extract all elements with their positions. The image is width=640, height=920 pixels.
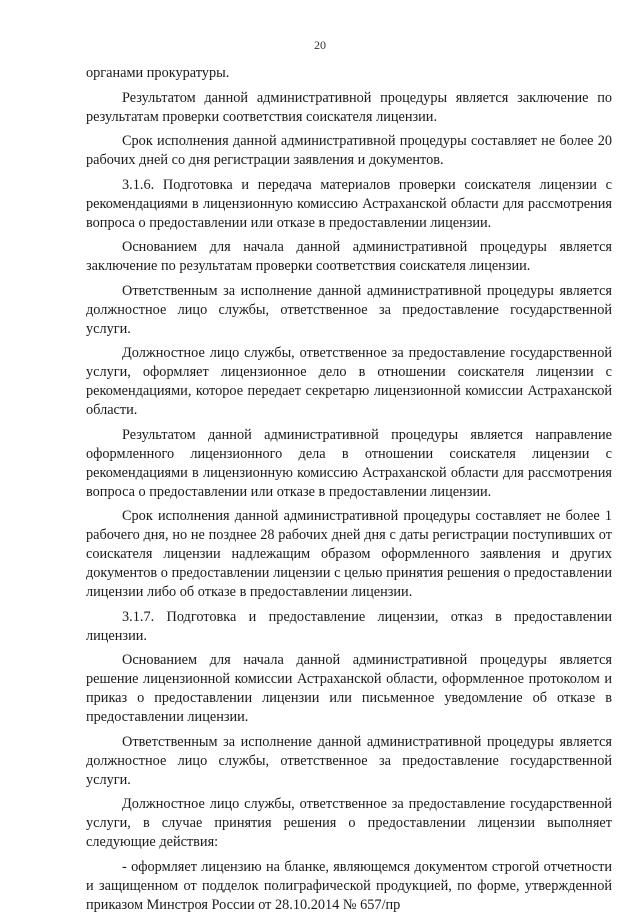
paragraph: Должностное лицо службы, ответственное за предоставление государственной услуги, оформляет лицензионное дело в отношении соискателя лицензии с рекомендациями, которое передает секретарю лицензионной комиссии Астраханской области.	[86, 345, 612, 418]
paragraph: органами прокуратуры.	[86, 65, 230, 81]
paragraph: Должностное лицо службы, ответственное за предоставление государственной услуги, в случае принятия решения о предоставлении лицензии выполняет следующие действия:	[86, 796, 612, 850]
paragraph: Срок исполнения данной административной процедуры составляет не более 20 рабочих дней со дня регистрации заявления и документов.	[86, 133, 612, 168]
list-item: - оформляет лицензию на бланке, являющемся документом строгой отчетности и защищенном от подделок полиграфической продукцией, по форме, утвержденной приказом Минстроя России от 28.10.2014 № 657/пр	[86, 858, 612, 913]
paragraph: Ответственным за исполнение данной административной процедуры является должностное лицо службы, ответственное за предоставление государственной услуги.	[86, 282, 612, 337]
paragraph: Результатом данной административной процедуры является заключение по результатам проверки соответствия соискателя лицензии.	[86, 89, 612, 125]
paragraph: Результатом данной административной процедуры является направление оформленного лицензионного дела в отношении соискателя лицензии с рекомендациями в лицензионную комиссию Астраханской области для рассмотрения вопроса о предоставлении или отказе в предоставлении лицензии.	[86, 426, 612, 500]
paragraph: Основанием для начала данной административной процедуры является заключение по результатам проверки соответствия соискателя лицензии.	[86, 239, 612, 274]
section-heading-3-1-6: 3.1.6. Подготовка и передача материалов проверки соискателя лицензии с рекомендациями в лицензионную комиссию Астраханской области для рассмотрения вопроса о предоставлении или отказе в предоставлении лицензии.	[86, 176, 612, 231]
section-heading-3-1-7: 3.1.7. Подготовка и предоставление лицензии, отказ в предоставлении лицензии.	[86, 608, 612, 644]
paragraph: Ответственным за исполнение данной административной процедуры является должностное лицо службы, ответственное за предоставление государственной услуги.	[86, 733, 612, 788]
page-number: 20	[314, 38, 326, 52]
paragraph: Основанием для начала данной административной процедуры является решение лицензионной комиссии Астраханской области, оформленное протоколом и приказ о предоставлении лицензии или письменное уведомление об отказе в предоставлении лицензии.	[86, 652, 612, 725]
document-body	[86, 64, 612, 920]
paragraph: Срок исполнения данной административной процедуры составляет не более 1 рабочего дня, но не позднее 28 рабочих дней дня с даты регистрации поступивших от соискателя лицензии надлежащим образом оформленного заявления и других документов о предоставлении лицензии с целью принятия решения о предоставлении лицензии либо об отказе в предоставлении лицензии.	[86, 508, 612, 600]
